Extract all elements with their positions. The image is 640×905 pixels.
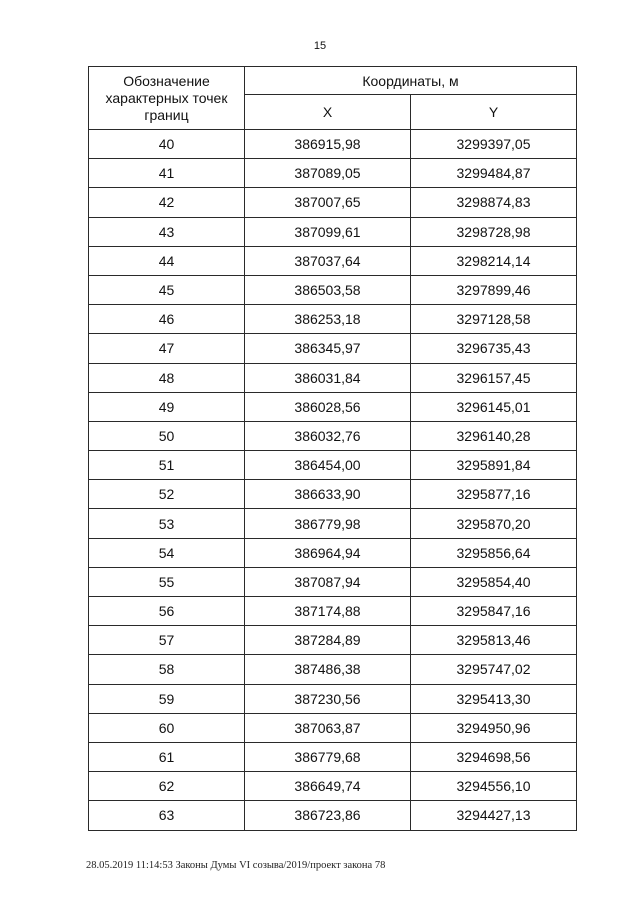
table-row xyxy=(89,626,577,655)
table-row xyxy=(89,363,577,392)
y-coordinate-cell: 3297899,46 xyxy=(411,275,577,304)
point-cell: 52 xyxy=(89,480,245,509)
point-cell: 59 xyxy=(89,684,245,713)
table-row xyxy=(89,159,577,188)
table-row xyxy=(89,509,577,538)
y-coordinate-cell: 3297128,58 xyxy=(411,305,577,334)
table-row xyxy=(89,742,577,771)
x-coordinate-cell: 386723,86 xyxy=(245,801,411,830)
point-cell: 63 xyxy=(89,801,245,830)
y-coordinate-cell: 3294698,56 xyxy=(411,742,577,771)
y-coordinate-cell: 3298214,14 xyxy=(411,246,577,275)
table-row xyxy=(89,480,577,509)
y-column-header: Y xyxy=(411,95,577,130)
point-cell: 58 xyxy=(89,655,245,684)
point-cell: 55 xyxy=(89,567,245,596)
y-coordinate-cell: 3295413,30 xyxy=(411,684,577,713)
x-coordinate-cell: 387007,65 xyxy=(245,188,411,217)
point-cell: 43 xyxy=(89,217,245,246)
table-row xyxy=(89,334,577,363)
x-coordinate-cell: 387174,88 xyxy=(245,597,411,626)
point-cell: 45 xyxy=(89,275,245,304)
y-coordinate-cell: 3294950,96 xyxy=(411,713,577,742)
y-coordinate-cell: 3294556,10 xyxy=(411,772,577,801)
point-cell: 61 xyxy=(89,742,245,771)
table-row xyxy=(89,421,577,450)
x-coordinate-cell: 387087,94 xyxy=(245,567,411,596)
y-coordinate-cell: 3296735,43 xyxy=(411,334,577,363)
x-column-header: X xyxy=(245,95,411,130)
table-row xyxy=(89,275,577,304)
x-coordinate-cell: 387037,64 xyxy=(245,246,411,275)
table-row xyxy=(89,451,577,480)
y-coordinate-cell: 3295877,16 xyxy=(411,480,577,509)
table-row xyxy=(89,655,577,684)
x-coordinate-cell: 386028,56 xyxy=(245,392,411,421)
table-row xyxy=(89,246,577,275)
x-coordinate-cell: 386454,00 xyxy=(245,451,411,480)
table-row xyxy=(89,217,577,246)
x-coordinate-cell: 387230,56 xyxy=(245,684,411,713)
y-coordinate-cell: 3295747,02 xyxy=(411,655,577,684)
point-cell: 53 xyxy=(89,509,245,538)
x-coordinate-cell: 387284,89 xyxy=(245,626,411,655)
x-coordinate-cell: 387063,87 xyxy=(245,713,411,742)
table-row xyxy=(89,538,577,567)
x-coordinate-cell: 386032,76 xyxy=(245,421,411,450)
table-row xyxy=(89,713,577,742)
table-header xyxy=(89,67,577,130)
x-coordinate-cell: 386779,98 xyxy=(245,509,411,538)
table-row xyxy=(89,597,577,626)
y-coordinate-cell: 3295856,64 xyxy=(411,538,577,567)
point-cell: 42 xyxy=(89,188,245,217)
y-coordinate-cell: 3294427,13 xyxy=(411,801,577,830)
document-footer: 28.05.2019 11:14:53 Законы Думы VI созыва/2019/проект закона 78 xyxy=(86,860,386,871)
x-coordinate-cell: 386031,84 xyxy=(245,363,411,392)
y-coordinate-cell: 3296157,45 xyxy=(411,363,577,392)
point-cell: 44 xyxy=(89,246,245,275)
x-coordinate-cell: 387089,05 xyxy=(245,159,411,188)
table-row xyxy=(89,130,577,159)
point-designation-header: Обозначение характерных точек границ xyxy=(89,67,245,130)
x-coordinate-cell: 387486,38 xyxy=(245,655,411,684)
page-number: 15 xyxy=(313,40,327,52)
point-cell: 50 xyxy=(89,421,245,450)
y-coordinate-cell: 3296140,28 xyxy=(411,421,577,450)
x-coordinate-cell: 386964,94 xyxy=(245,538,411,567)
point-cell: 54 xyxy=(89,538,245,567)
table-row xyxy=(89,801,577,830)
point-cell: 40 xyxy=(89,130,245,159)
point-cell: 56 xyxy=(89,597,245,626)
point-cell: 60 xyxy=(89,713,245,742)
y-coordinate-cell: 3299397,05 xyxy=(411,130,577,159)
point-cell: 46 xyxy=(89,305,245,334)
x-coordinate-cell: 386915,98 xyxy=(245,130,411,159)
point-cell: 51 xyxy=(89,451,245,480)
table-row xyxy=(89,305,577,334)
y-coordinate-cell: 3298874,83 xyxy=(411,188,577,217)
x-coordinate-cell: 386345,97 xyxy=(245,334,411,363)
y-coordinate-cell: 3295854,40 xyxy=(411,567,577,596)
table-body xyxy=(89,130,577,831)
point-cell: 47 xyxy=(89,334,245,363)
point-cell: 41 xyxy=(89,159,245,188)
point-cell: 57 xyxy=(89,626,245,655)
y-coordinate-cell: 3295870,20 xyxy=(411,509,577,538)
table-row xyxy=(89,392,577,421)
point-cell: 62 xyxy=(89,772,245,801)
table-row xyxy=(89,684,577,713)
coordinates-header: Координаты, м xyxy=(245,67,577,95)
x-coordinate-cell: 387099,61 xyxy=(245,217,411,246)
point-cell: 48 xyxy=(89,363,245,392)
y-coordinate-cell: 3295847,16 xyxy=(411,597,577,626)
y-coordinate-cell: 3298728,98 xyxy=(411,217,577,246)
coordinates-table xyxy=(88,66,577,831)
y-coordinate-cell: 3295813,46 xyxy=(411,626,577,655)
point-cell: 49 xyxy=(89,392,245,421)
y-coordinate-cell: 3299484,87 xyxy=(411,159,577,188)
x-coordinate-cell: 386649,74 xyxy=(245,772,411,801)
table-row xyxy=(89,772,577,801)
x-coordinate-cell: 386779,68 xyxy=(245,742,411,771)
y-coordinate-cell: 3295891,84 xyxy=(411,451,577,480)
table-row xyxy=(89,188,577,217)
y-coordinate-cell: 3296145,01 xyxy=(411,392,577,421)
x-coordinate-cell: 386503,58 xyxy=(245,275,411,304)
table-row xyxy=(89,567,577,596)
x-coordinate-cell: 386253,18 xyxy=(245,305,411,334)
x-coordinate-cell: 386633,90 xyxy=(245,480,411,509)
